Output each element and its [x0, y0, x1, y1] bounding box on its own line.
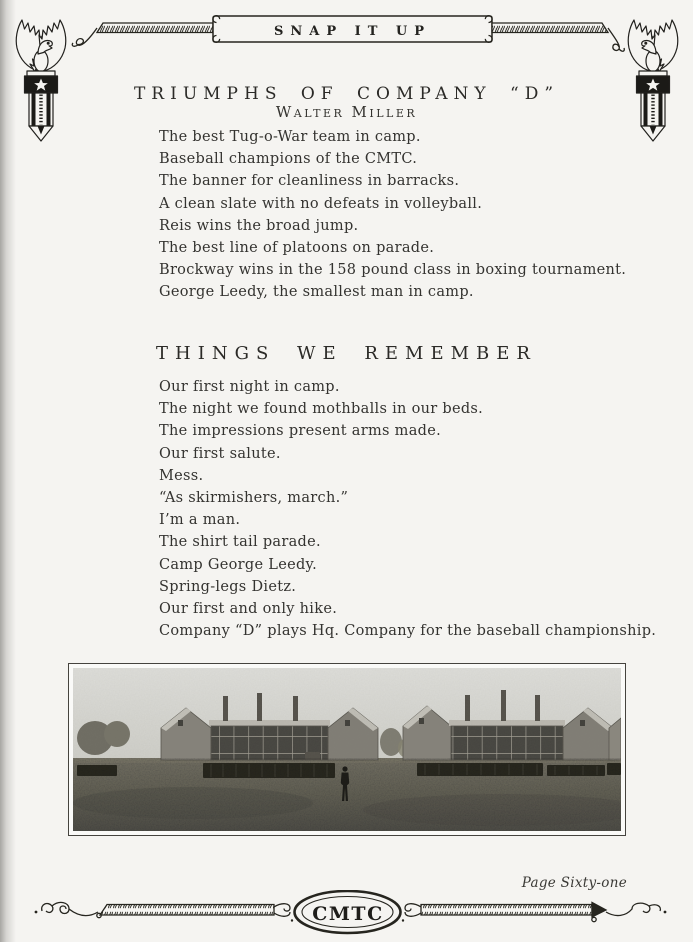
- page-number-label: Page Sixty-one: [521, 875, 627, 891]
- photo-frame: [68, 663, 626, 836]
- memory-item: Company “D” plays Hq. Company for the baseball championship.: [159, 623, 657, 640]
- triumph-item: The best Tug-o-War team in camp.: [159, 129, 421, 145]
- triumph-item: A clean slate with no defeats in volleyball.: [159, 195, 483, 212]
- memory-item: Spring-legs Dietz.: [159, 578, 297, 595]
- triumphs-list: [159, 126, 626, 304]
- memory-item: The impressions present arms made.: [159, 423, 442, 440]
- memory-item: Mess.: [159, 467, 204, 484]
- triumph-item: Baseball champions of the CMTC.: [159, 151, 418, 168]
- cmtc-monogram: CMTC: [312, 903, 384, 925]
- eagle-standard-left-icon: [9, 15, 73, 143]
- eagle-standard-right-icon: [621, 15, 685, 143]
- memories-title: THINGS WE REMEMBER: [156, 343, 537, 364]
- snap-it-up-banner-label: SNAP IT UP: [273, 24, 432, 39]
- triumph-item: Reis wins the broad jump.: [159, 217, 359, 234]
- triumphs-byline: Walter Miller: [275, 103, 418, 121]
- triumph-item: George Leedy, the smallest man in camp.: [159, 284, 474, 301]
- memory-item: Our first salute.: [159, 445, 281, 462]
- triumph-item: The best line of platoons on parade.: [159, 240, 435, 257]
- memory-item: I’m a man.: [159, 512, 241, 529]
- parade-ground-photograph: [73, 668, 621, 831]
- memories-list: [159, 376, 656, 642]
- memory-item: The shirt tail parade.: [159, 534, 321, 551]
- triumph-item: The banner for cleanliness in barracks.: [159, 173, 460, 190]
- memory-item: Our first night in camp.: [159, 379, 340, 395]
- memory-item: The night we found mothballs in our beds.: [159, 401, 484, 418]
- triumphs-title: TRIUMPHS OF COMPANY “D”: [133, 84, 560, 104]
- memory-item: Our first and only hike.: [159, 601, 338, 618]
- memory-item: Camp George Leedy.: [159, 556, 318, 573]
- triumph-item: Brockway wins in the 158 pound class in boxing tournament.: [159, 262, 627, 279]
- memory-item: “As skirmishers, march.”: [159, 490, 349, 507]
